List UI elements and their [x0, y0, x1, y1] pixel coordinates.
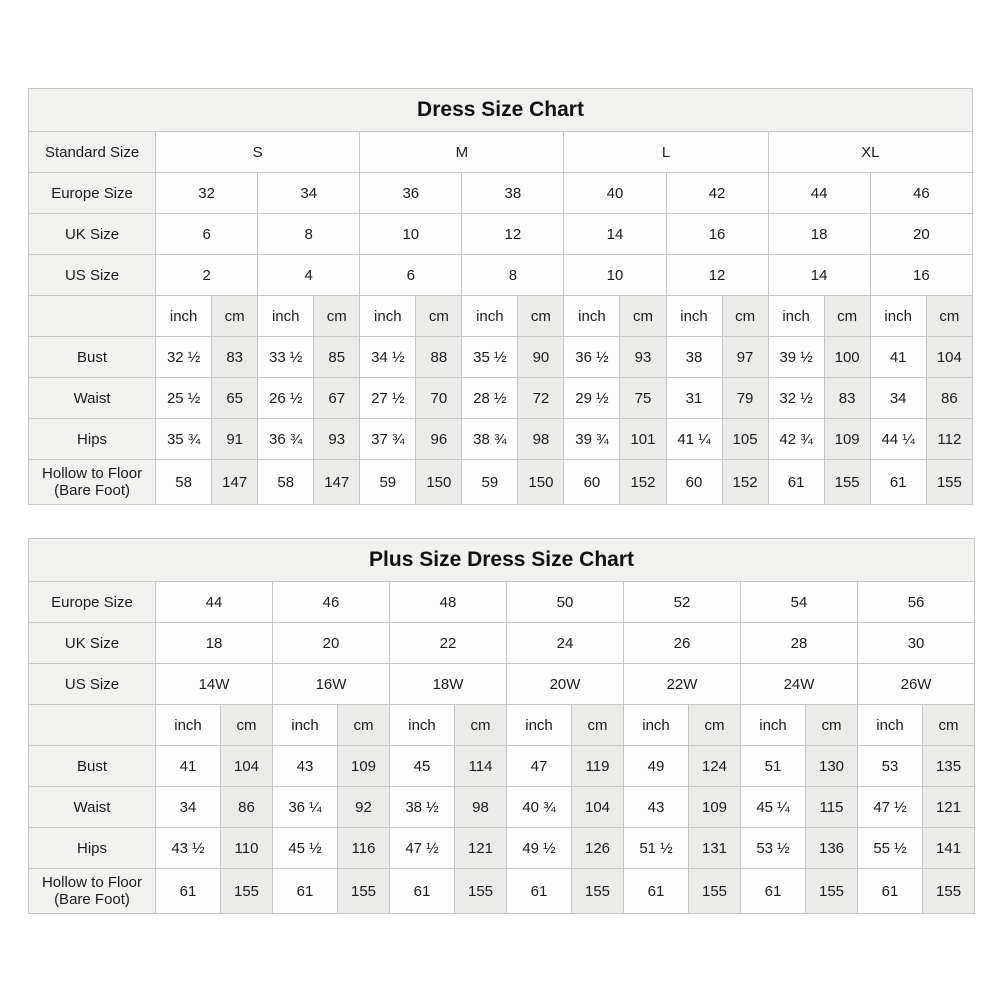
unit-cell-inch: inch: [741, 705, 806, 746]
measure-cell: 35 ½: [462, 337, 518, 378]
measure-cell: 98: [518, 419, 564, 460]
dress-size-chart-table: [28, 88, 973, 505]
unit-cell-inch: inch: [462, 296, 518, 337]
unit-cell-inch: inch: [768, 296, 824, 337]
size-cell: 30: [858, 623, 975, 664]
measure-cell: 38: [666, 337, 722, 378]
measure-cell: 39 ½: [768, 337, 824, 378]
measure-cell: 92: [338, 787, 390, 828]
size-cell: S: [156, 132, 360, 173]
measure-cell: 45 ¼: [741, 787, 806, 828]
measure-cell: 79: [722, 378, 768, 419]
measure-cell: 36 ½: [564, 337, 620, 378]
row-label: Europe Size: [29, 173, 156, 214]
measure-cell: 130: [806, 746, 858, 787]
unit-cell-inch: inch: [258, 296, 314, 337]
size-cell: 8: [462, 255, 564, 296]
row-label: Waist: [29, 787, 156, 828]
size-cell: 8: [258, 214, 360, 255]
row-label: Hips: [29, 419, 156, 460]
measure-cell: 86: [926, 378, 972, 419]
size-cell: 52: [624, 582, 741, 623]
table-row: [29, 214, 973, 255]
size-cell: 24: [507, 623, 624, 664]
table-row: [29, 132, 973, 173]
measure-cell: 43: [624, 787, 689, 828]
unit-cell-cm: cm: [221, 705, 273, 746]
measure-cell: 29 ½: [564, 378, 620, 419]
measure-cell: 40 ¾: [507, 787, 572, 828]
size-cell: 18W: [390, 664, 507, 705]
measure-cell: 53 ½: [741, 828, 806, 869]
row-label: Bust: [29, 746, 156, 787]
row-label: UK Size: [29, 623, 156, 664]
row-label: Hollow to Floor (Bare Foot): [29, 460, 156, 505]
measure-cell: 147: [314, 460, 360, 505]
measure-cell: 85: [314, 337, 360, 378]
measure-cell: 150: [518, 460, 564, 505]
table-row: [29, 419, 973, 460]
measure-cell: 67: [314, 378, 360, 419]
size-cell: 22: [390, 623, 507, 664]
measure-cell: 61: [768, 460, 824, 505]
size-cell: 46: [273, 582, 390, 623]
unit-cell-cm: cm: [689, 705, 741, 746]
size-cell: 16: [666, 214, 768, 255]
measure-cell: 33 ½: [258, 337, 314, 378]
row-label: Standard Size: [29, 132, 156, 173]
size-cell: 18: [156, 623, 273, 664]
size-cell: M: [360, 132, 564, 173]
measure-cell: 61: [507, 869, 572, 914]
measure-cell: 25 ½: [156, 378, 212, 419]
measure-cell: 53: [858, 746, 923, 787]
measure-cell: 86: [221, 787, 273, 828]
measure-cell: 155: [806, 869, 858, 914]
size-cell: 4: [258, 255, 360, 296]
measure-cell: 90: [518, 337, 564, 378]
table-row: [29, 460, 973, 505]
table-row: [29, 337, 973, 378]
size-chart-table: [28, 88, 973, 505]
measure-cell: 119: [572, 746, 624, 787]
measure-cell: 38 ¾: [462, 419, 518, 460]
measure-cell: 114: [455, 746, 507, 787]
measure-cell: 36 ¼: [273, 787, 338, 828]
measure-cell: 121: [923, 787, 975, 828]
row-label: Europe Size: [29, 582, 156, 623]
size-cell: 16: [870, 255, 972, 296]
measure-cell: 101: [620, 419, 666, 460]
size-chart-table: [28, 538, 975, 914]
measure-cell: 72: [518, 378, 564, 419]
size-cell: 44: [768, 173, 870, 214]
measure-cell: 147: [212, 460, 258, 505]
size-cell: 22W: [624, 664, 741, 705]
measure-cell: 155: [572, 869, 624, 914]
measure-cell: 34: [870, 378, 926, 419]
size-cell: 56: [858, 582, 975, 623]
measure-cell: 45 ½: [273, 828, 338, 869]
measure-cell: 41: [870, 337, 926, 378]
measure-cell: 61: [858, 869, 923, 914]
measure-cell: 32 ½: [768, 378, 824, 419]
row-label: US Size: [29, 255, 156, 296]
measure-cell: 155: [926, 460, 972, 505]
size-cell: 20: [870, 214, 972, 255]
size-cell: 14W: [156, 664, 273, 705]
measure-cell: 55 ½: [858, 828, 923, 869]
measure-cell: 155: [338, 869, 390, 914]
measure-cell: 27 ½: [360, 378, 416, 419]
measure-cell: 93: [314, 419, 360, 460]
size-cell: 14: [768, 255, 870, 296]
size-cell: 28: [741, 623, 858, 664]
measure-cell: 83: [824, 378, 870, 419]
row-label: Bust: [29, 337, 156, 378]
measure-cell: 59: [360, 460, 416, 505]
unit-cell-cm: cm: [518, 296, 564, 337]
measure-cell: 116: [338, 828, 390, 869]
size-cell: 42: [666, 173, 768, 214]
size-cell: 18: [768, 214, 870, 255]
size-cell: 26: [624, 623, 741, 664]
measure-cell: 61: [156, 869, 221, 914]
measure-cell: 61: [273, 869, 338, 914]
unit-cell-inch: inch: [666, 296, 722, 337]
size-cell: 12: [462, 214, 564, 255]
measure-cell: 97: [722, 337, 768, 378]
measure-cell: 104: [926, 337, 972, 378]
measure-cell: 121: [455, 828, 507, 869]
size-cell: 32: [156, 173, 258, 214]
size-cell: 54: [741, 582, 858, 623]
unit-cell-inch: inch: [870, 296, 926, 337]
row-label-empty: [29, 705, 156, 746]
measure-cell: 35 ¾: [156, 419, 212, 460]
measure-cell: 39 ¾: [564, 419, 620, 460]
size-cell: 20W: [507, 664, 624, 705]
measure-cell: 47: [507, 746, 572, 787]
measure-cell: 109: [689, 787, 741, 828]
unit-cell-cm: cm: [923, 705, 975, 746]
row-label: Hips: [29, 828, 156, 869]
unit-cell-cm: cm: [572, 705, 624, 746]
measure-cell: 112: [926, 419, 972, 460]
size-cell: 24W: [741, 664, 858, 705]
measure-cell: 60: [666, 460, 722, 505]
size-cell: 14: [564, 214, 666, 255]
table-row: [29, 705, 975, 746]
measure-cell: 37 ¾: [360, 419, 416, 460]
table-title: Dress Size Chart: [29, 89, 973, 132]
size-cell: 48: [390, 582, 507, 623]
unit-cell-cm: cm: [722, 296, 768, 337]
measure-cell: 43: [273, 746, 338, 787]
unit-cell-inch: inch: [390, 705, 455, 746]
measure-cell: 124: [689, 746, 741, 787]
unit-cell-cm: cm: [824, 296, 870, 337]
unit-cell-cm: cm: [455, 705, 507, 746]
size-cell: 20: [273, 623, 390, 664]
unit-cell-cm: cm: [620, 296, 666, 337]
measure-cell: 150: [416, 460, 462, 505]
unit-cell-cm: cm: [416, 296, 462, 337]
measure-cell: 47 ½: [858, 787, 923, 828]
measure-cell: 49: [624, 746, 689, 787]
size-cell: 6: [360, 255, 462, 296]
row-label: US Size: [29, 664, 156, 705]
unit-cell-inch: inch: [273, 705, 338, 746]
measure-cell: 26 ½: [258, 378, 314, 419]
table-row: [29, 378, 973, 419]
measure-cell: 36 ¾: [258, 419, 314, 460]
measure-cell: 51 ½: [624, 828, 689, 869]
row-label: UK Size: [29, 214, 156, 255]
size-cell: 50: [507, 582, 624, 623]
measure-cell: 152: [620, 460, 666, 505]
unit-cell-cm: cm: [338, 705, 390, 746]
table-row: [29, 296, 973, 337]
measure-cell: 59: [462, 460, 518, 505]
measure-cell: 45: [390, 746, 455, 787]
size-cell: 34: [258, 173, 360, 214]
measure-cell: 88: [416, 337, 462, 378]
unit-cell-cm: cm: [212, 296, 258, 337]
measure-cell: 104: [221, 746, 273, 787]
measure-cell: 42 ¾: [768, 419, 824, 460]
measure-cell: 126: [572, 828, 624, 869]
table-row: [29, 623, 975, 664]
row-label-empty: [29, 296, 156, 337]
measure-cell: 100: [824, 337, 870, 378]
table-row: [29, 664, 975, 705]
size-cell: 10: [564, 255, 666, 296]
table-title: Plus Size Dress Size Chart: [29, 539, 975, 582]
unit-cell-inch: inch: [156, 705, 221, 746]
measure-cell: 109: [824, 419, 870, 460]
table-row: [29, 828, 975, 869]
measure-cell: 38 ½: [390, 787, 455, 828]
size-cell: 12: [666, 255, 768, 296]
unit-cell-inch: inch: [858, 705, 923, 746]
measure-cell: 141: [923, 828, 975, 869]
measure-cell: 34 ½: [360, 337, 416, 378]
measure-cell: 65: [212, 378, 258, 419]
measure-cell: 61: [390, 869, 455, 914]
size-cell: 26W: [858, 664, 975, 705]
plus-size-dress-size-chart-table: [28, 538, 973, 914]
measure-cell: 109: [338, 746, 390, 787]
measure-cell: 155: [824, 460, 870, 505]
unit-cell-inch: inch: [156, 296, 212, 337]
measure-cell: 31: [666, 378, 722, 419]
table-row: [29, 787, 975, 828]
measure-cell: 44 ¼: [870, 419, 926, 460]
size-cell: XL: [768, 132, 972, 173]
measure-cell: 93: [620, 337, 666, 378]
table-row: [29, 255, 973, 296]
unit-cell-inch: inch: [564, 296, 620, 337]
table-row: [29, 582, 975, 623]
measure-cell: 58: [156, 460, 212, 505]
size-cell: 16W: [273, 664, 390, 705]
measure-cell: 61: [741, 869, 806, 914]
measure-cell: 110: [221, 828, 273, 869]
measure-cell: 96: [416, 419, 462, 460]
unit-cell-inch: inch: [507, 705, 572, 746]
size-cell: 38: [462, 173, 564, 214]
measure-cell: 60: [564, 460, 620, 505]
measure-cell: 75: [620, 378, 666, 419]
unit-cell-inch: inch: [360, 296, 416, 337]
measure-cell: 41: [156, 746, 221, 787]
measure-cell: 70: [416, 378, 462, 419]
measure-cell: 61: [870, 460, 926, 505]
size-cell: 44: [156, 582, 273, 623]
unit-cell-inch: inch: [624, 705, 689, 746]
measure-cell: 47 ½: [390, 828, 455, 869]
measure-cell: 155: [221, 869, 273, 914]
measure-cell: 98: [455, 787, 507, 828]
measure-cell: 58: [258, 460, 314, 505]
row-label: Hollow to Floor (Bare Foot): [29, 869, 156, 914]
table-row: [29, 869, 975, 914]
measure-cell: 41 ¼: [666, 419, 722, 460]
measure-cell: 43 ½: [156, 828, 221, 869]
row-label: Waist: [29, 378, 156, 419]
unit-cell-cm: cm: [314, 296, 360, 337]
size-cell: 2: [156, 255, 258, 296]
measure-cell: 34: [156, 787, 221, 828]
size-cell: 46: [870, 173, 972, 214]
table-row: [29, 746, 975, 787]
unit-cell-cm: cm: [806, 705, 858, 746]
measure-cell: 155: [455, 869, 507, 914]
measure-cell: 136: [806, 828, 858, 869]
measure-cell: 105: [722, 419, 768, 460]
size-cell: 40: [564, 173, 666, 214]
measure-cell: 32 ½: [156, 337, 212, 378]
size-cell: L: [564, 132, 768, 173]
measure-cell: 91: [212, 419, 258, 460]
table-row: [29, 173, 973, 214]
measure-cell: 155: [689, 869, 741, 914]
measure-cell: 115: [806, 787, 858, 828]
measure-cell: 131: [689, 828, 741, 869]
size-cell: 36: [360, 173, 462, 214]
measure-cell: 83: [212, 337, 258, 378]
measure-cell: 104: [572, 787, 624, 828]
measure-cell: 135: [923, 746, 975, 787]
size-cell: 6: [156, 214, 258, 255]
size-cell: 10: [360, 214, 462, 255]
measure-cell: 28 ½: [462, 378, 518, 419]
measure-cell: 49 ½: [507, 828, 572, 869]
measure-cell: 51: [741, 746, 806, 787]
measure-cell: 155: [923, 869, 975, 914]
unit-cell-cm: cm: [926, 296, 972, 337]
measure-cell: 61: [624, 869, 689, 914]
measure-cell: 152: [722, 460, 768, 505]
